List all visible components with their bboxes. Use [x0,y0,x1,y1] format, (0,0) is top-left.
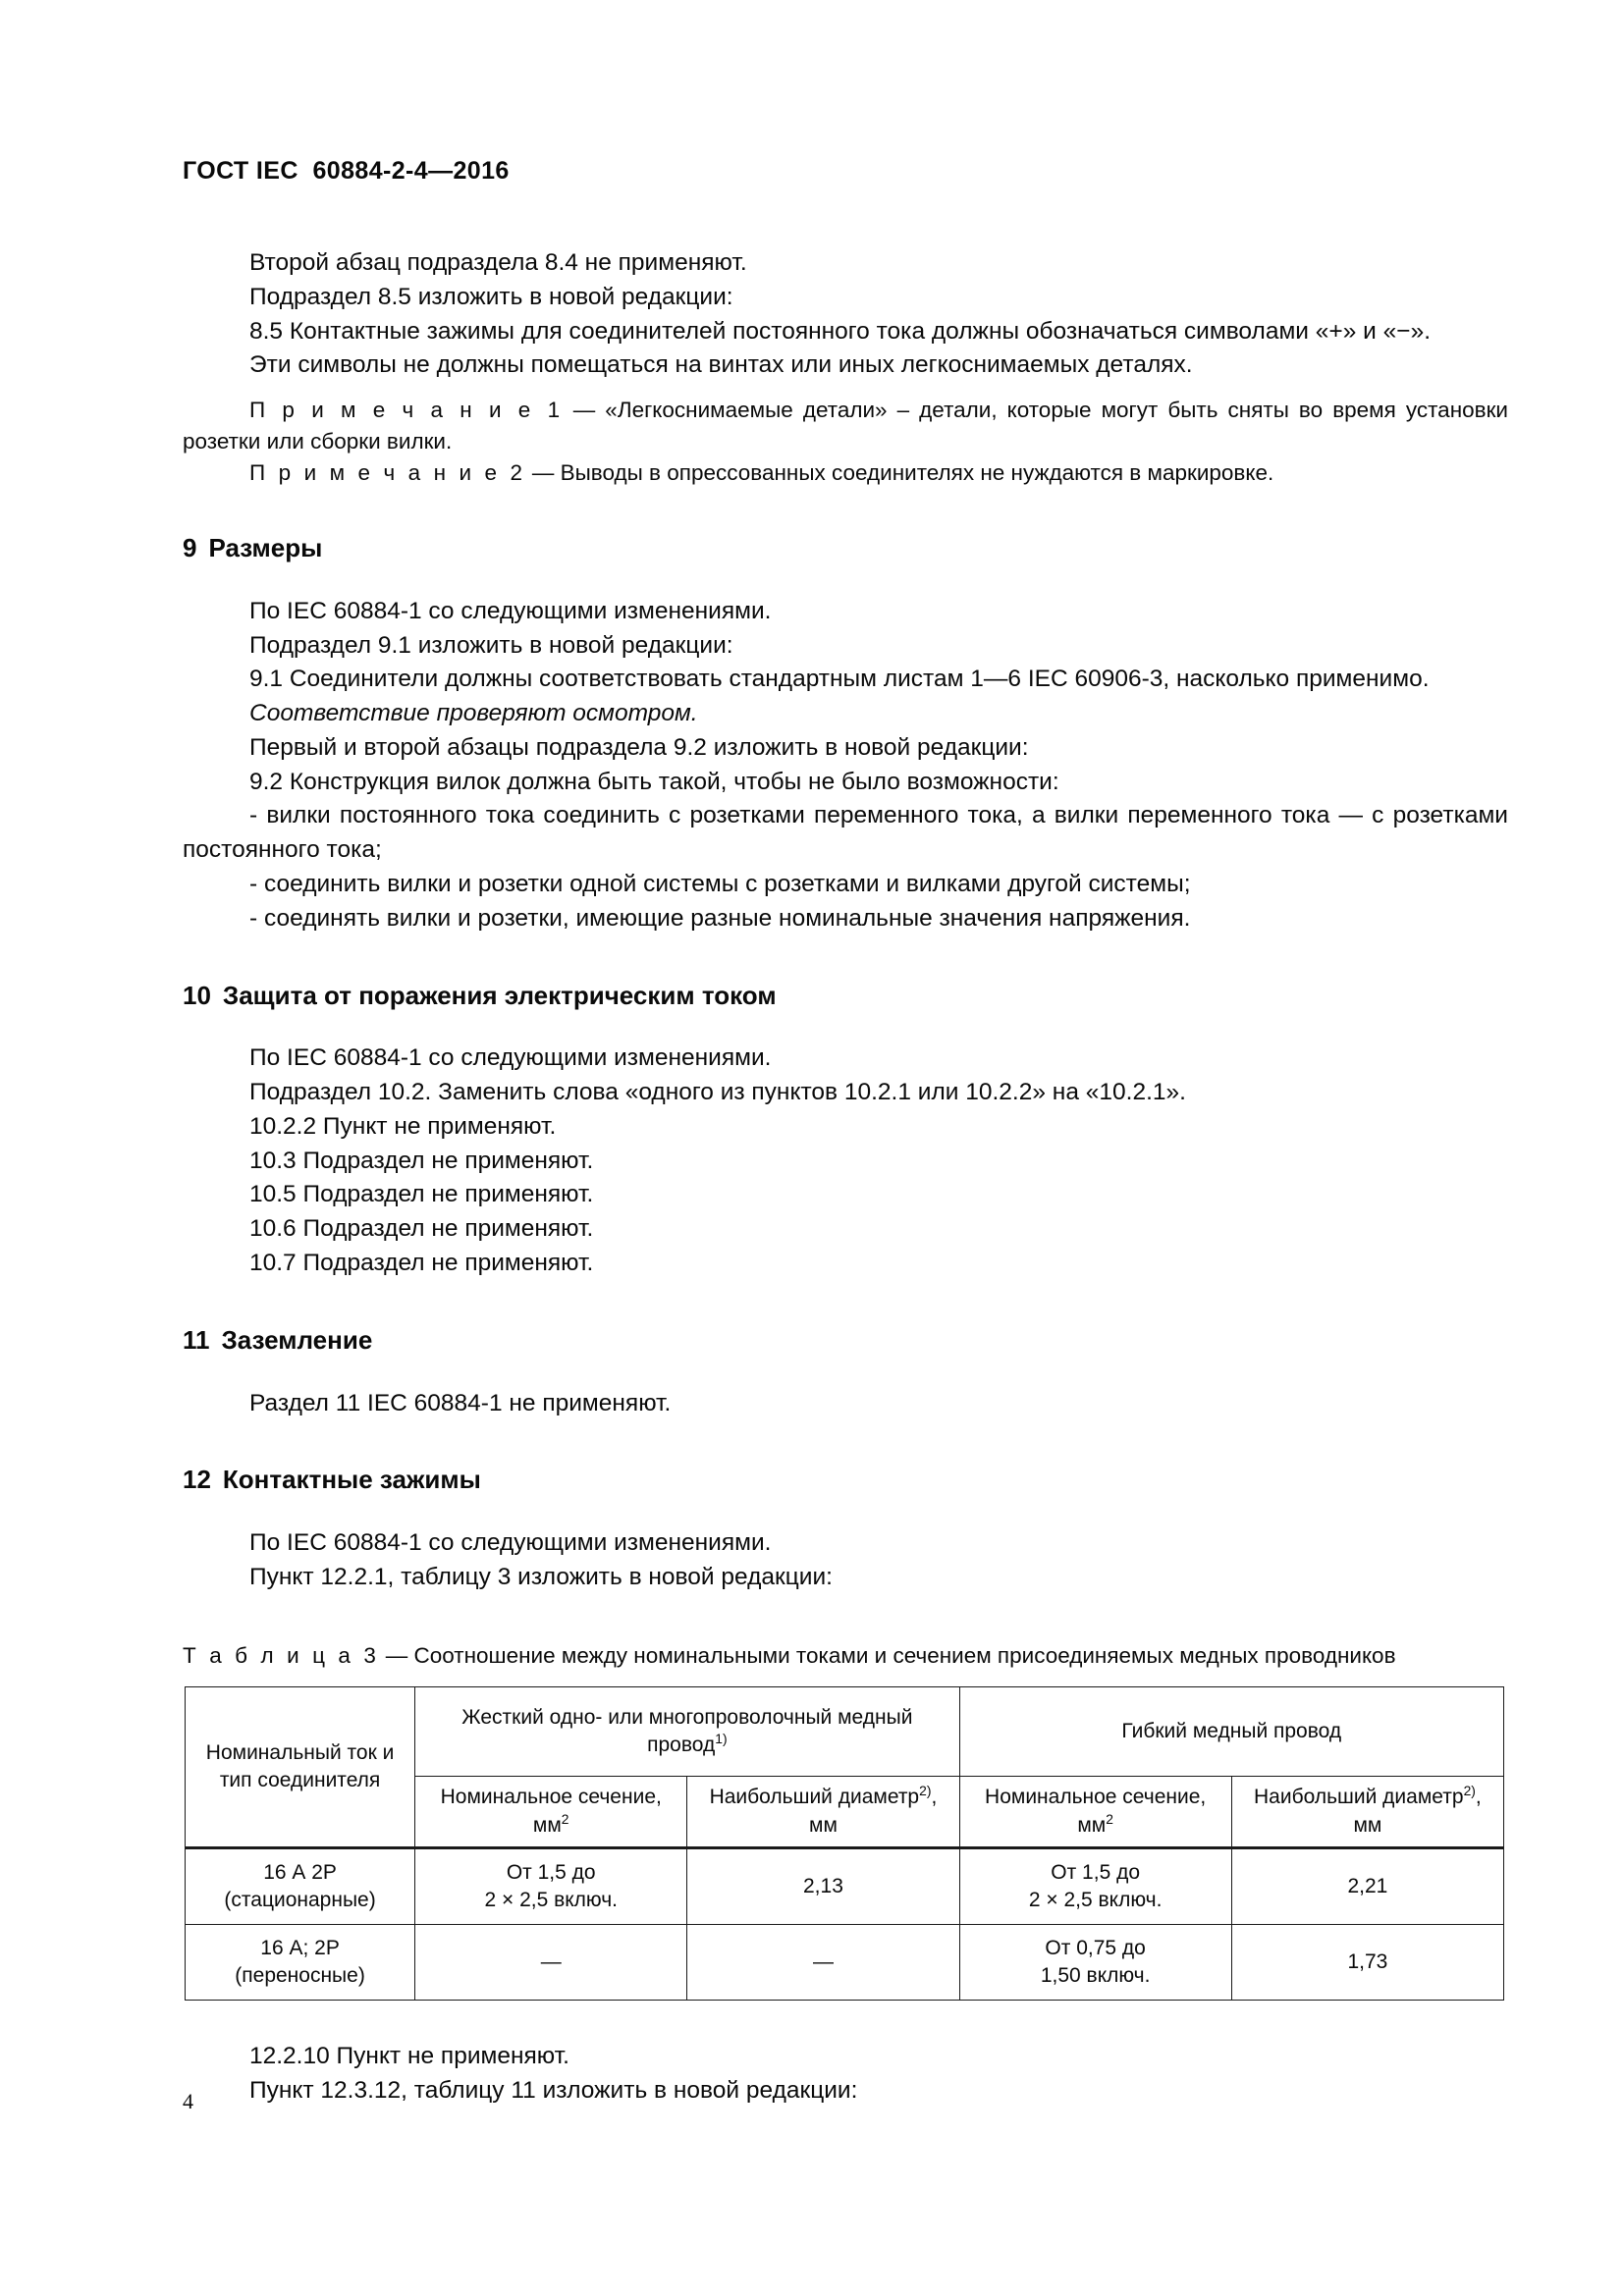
paragraph-9-2: 9.2 Конструкция вилок должна быть такой, чтобы не было возможности: [249,768,1059,795]
table-3-caption-text: — Соотношение между номинальными токами и сечением присоединяемых медных проводников [379,1642,1396,1668]
section-11-title: Заземление [221,1324,373,1355]
connector-type-line2: (переносные) [235,1963,365,1987]
rigid-section-line2: 2 × 2,5 включ. [484,1888,618,1911]
header-diameter-comma: , [931,1786,938,1809]
cell-rigid-diameter: — [687,1924,959,2000]
section-heading-12 [183,1464,1508,1497]
note-1-label: П р и м е ч а н и е 1 [249,398,564,423]
header-diameter-word-flex: Наибольший диаметр [1254,1786,1464,1809]
connector-type-line1: 16 А 2Р [263,1860,337,1884]
header-rigid-line2 [421,1732,952,1759]
cell-flex-diameter: 1,73 [1231,1924,1503,2000]
flex-section-line1: От 1,5 до [1051,1860,1141,1884]
cell-rigid-section [415,1847,687,1924]
paragraph-12-intro: По IEC 60884-1 со следующими изменениями. [249,1529,772,1557]
note-2-label: П р и м е ч а н и е 2 [249,460,526,485]
header-diameter-comma-flex: , [1475,1786,1482,1809]
unit-exponent-2-flex: 2 [1106,1810,1113,1827]
connector-type-line1: 16 А; 2Р [260,1936,340,1959]
table-row [186,1847,1504,1924]
cell-connector-type [186,1847,415,1924]
header-rigid-line1: Жесткий одно- или многопроволочный медный [461,1705,913,1729]
spacer [183,383,1508,395]
paragraph-9-intro: По IEC 60884-1 со следующими изменениями. [249,597,772,624]
header-cell-rigid-group [415,1687,959,1777]
section-heading-10 [183,980,1508,1013]
spacer-after-table [183,2001,1508,2040]
page-number: 4 [183,2089,193,2113]
header-rigid-nominal-label: Номинальное сечение, [440,1786,662,1809]
section-9-title: Размеры [208,532,323,562]
paragraph-subsection-8-5-intro: Подраздел 8.5 изложить в новой редакции: [249,283,733,310]
header-cell-rigid-nominal-section [415,1777,687,1848]
connector-type-line2: (стационарные) [224,1888,376,1911]
paragraph-9-2-intro: Первый и второй абзацы подраздела 9.2 изложить в новой редакции: [249,733,1029,761]
cell-connector-type [186,1924,415,2000]
header-cell-rigid-max-diameter [687,1777,959,1848]
paragraph-8-5: 8.5 Контактные зажимы для соединителей постоянного тока должны обозначаться символами «+» и «−». [249,317,1432,345]
item-10-6: 10.6 Подраздел не применяют. [249,1215,594,1243]
section-12-title: Контактные зажимы [222,1465,481,1495]
section-12-number: 12 [183,1465,211,1495]
unit-mm-flex: мм [1077,1813,1107,1837]
header-cell-flex-max-diameter [1231,1777,1503,1848]
paragraph-12-2-1: Пункт 12.2.1, таблицу 3 изложить в новой редакции: [249,1563,833,1590]
table-3 [185,1686,1504,2001]
item-10-3: 10.3 Подраздел не применяют. [249,1147,594,1174]
cell-flex-section [959,1847,1231,1924]
item-10-5: 10.5 Подраздел не применяют. [249,1181,594,1208]
flex-section-line1: От 0,75 до [1045,1936,1146,1959]
section-11-number: 11 [183,1324,210,1355]
unit-mm: мм [532,1813,562,1837]
paragraph-11-body: Раздел 11 IEC 60884-1 не применяют. [249,1389,672,1416]
header-rigid-nominal-unit [421,1812,680,1840]
paragraph-12-3-12: Пункт 12.3.12, таблицу 11 изложить в новой редакции: [249,2076,858,2104]
paragraph-10-intro: По IEC 60884-1 со следующими изменениями. [249,1044,772,1072]
rigid-section-line1: От 1,5 до [506,1860,596,1884]
paragraph-9-1: 9.1 Соединители должны соответствовать стандартным листам 1—6 IEC 60906-3, насколько применимо. [249,666,1430,693]
section-10-number: 10 [183,980,211,1010]
section-heading-9 [183,532,1508,565]
table-row-header-1 [186,1687,1504,1777]
paragraph-9-1-intro: Подраздел 9.1 изложить в новой редакции: [249,631,733,659]
cell-rigid-diameter: 2,13 [687,1847,959,1924]
document-header: ГОСТ IEC 60884-2-4—2016 [183,157,510,185]
table-3-caption-label: Т а б л и ц а 3 [183,1642,380,1668]
note-2 [183,457,1508,489]
footnote-marker-2: 2) [919,1783,932,1799]
paragraph-10-2: Подраздел 10.2. Заменить слова «одного из пунктов 10.2.1 или 10.2.2» на «10.2.1». [249,1079,1186,1106]
page-content [183,157,1508,2109]
paragraph-12-2-10: 12.2.10 Пункт не применяют. [249,2042,569,2069]
note-2-text: — Выводы в опрессованных соединителях не нуждаются в маркировке. [525,460,1274,485]
flex-section-line2: 2 × 2,5 включ. [1028,1888,1163,1911]
header-flex-nominal-label: Номинальное сечение, [985,1786,1207,1809]
flex-section-line2: 1,50 включ. [1040,1963,1151,1987]
header-cell-rated-current: Номинальный ток и тип соединителя [186,1687,415,1848]
note-1 [183,395,1508,457]
header-cell-flex-nominal-section [959,1777,1231,1848]
item-10-7: 10.7 Подраздел не применяют. [249,1250,594,1277]
paragraph-second-abzac: Второй абзац подраздела 8.4 не применяют. [249,249,747,276]
cell-rigid-section: — [415,1924,687,2000]
bullet-9-2-2: - соединить вилки и розетки одной системы с розетками и вилками другой системы; [249,870,1191,897]
table-row [186,1924,1504,2000]
cell-flex-diameter: 2,21 [1231,1847,1503,1924]
header-flex-nominal-unit [966,1812,1225,1840]
item-10-2-2: 10.2.2 Пункт не применяют. [249,1112,557,1140]
header-flex-diameter-unit: мм [1353,1813,1382,1837]
footnote-marker-1: 1) [715,1731,728,1747]
section-9-number: 9 [183,532,197,562]
header-rigid-diameter-unit: мм [809,1813,838,1837]
header-rigid-word: провод [647,1734,716,1757]
note-1-text: — «Легкоснимаемые детали» – детали, которые могут быть сняты во время установки розетки или сборки вилки. [183,398,1509,454]
header-diameter-word: Наибольший диаметр [709,1786,920,1809]
header-rigid-diameter-label [693,1784,952,1811]
unit-exponent-2: 2 [561,1810,569,1827]
section-heading-11 [183,1324,1508,1358]
section-10-title: Защита от поражения электрическим током [222,980,777,1010]
header-cell-flexible-group: Гибкий медный провод [959,1687,1503,1777]
paragraph-9-compliance: Соответствие проверяют осмотром. [249,700,698,727]
bullet-9-2-3: - соединять вилки и розетки, имеющие разные номинальные значения напряжения. [249,904,1191,932]
header-flex-diameter-label [1238,1784,1497,1811]
bullet-9-2-1: - вилки постоянного тока соединить с розетками переменного тока, а вилки переменного тока — с розетками постоянного тока; [183,802,1508,864]
footnote-marker-2b: 2) [1463,1783,1476,1799]
cell-flex-section [959,1924,1231,2000]
paragraph-symbols: Эти символы не должны помещаться на винтах или иных легкоснимаемых деталях. [249,351,1193,379]
table-3-caption [183,1640,1508,1672]
